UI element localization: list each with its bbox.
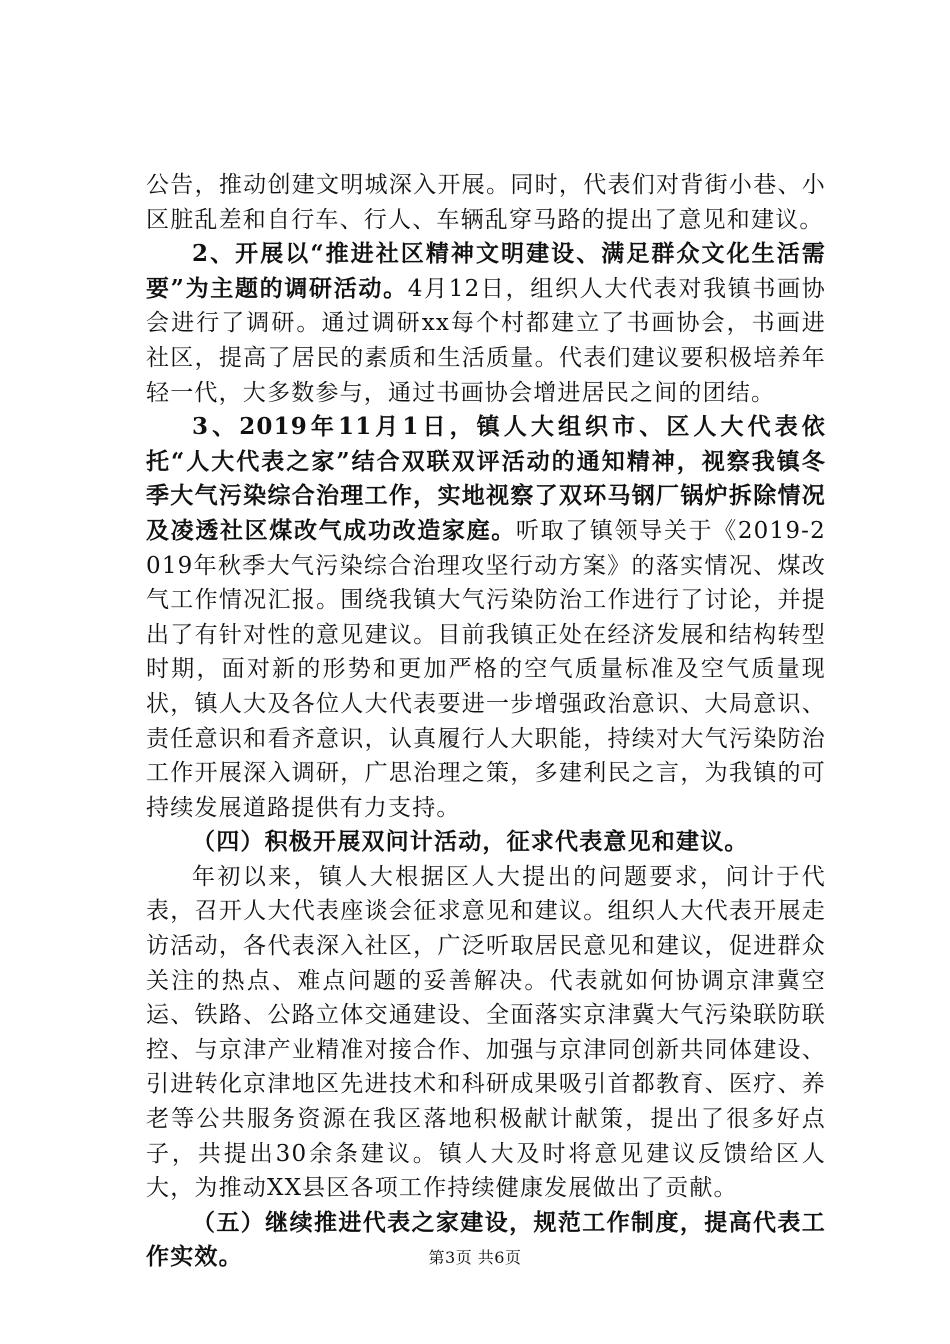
section-heading-4 xyxy=(146,825,826,860)
paragraph-item-2-calligraphy-survey xyxy=(146,237,826,410)
paragraph-text: 公告，推动创建文明城深入开展。同时，代表们对背街小巷、小区脏乱差和自行车、行人、车辆乱穿马路的提出了意见和建议。 xyxy=(146,172,826,233)
paragraph-item-3-air-pollution-inspection xyxy=(146,410,826,825)
section-heading-text: （四）积极开展双问计活动，征求代表意见和建议。 xyxy=(192,828,749,856)
section-heading-text: （五）继续推进代表之家建设，规范工作制度，提高代表工作实效。 xyxy=(146,1208,826,1271)
document-body xyxy=(146,168,826,1275)
paragraph-consultation-activities xyxy=(146,860,826,1206)
paragraph-text: 4月12日，组织人大代表对我镇书画协会进行了调研。通过调研xx每个村都建立了书画协会，书画进社区，提高了居民的素质和生活质量。代表们建议要积极培养年轻一代，大多数参与，通过书画协会增进居民之间的团结。 xyxy=(146,275,827,406)
paragraph-text: 听取了镇领导关于《2019-2019年秋季大气污染综合治理攻坚行动方案》的落实情况、煤改气工作情况汇报。围绕我镇大气污染防治工作进行了讨论，并提出了有针对性的意见建议。目前我镇正处在经济发展和结构转型时期，面对新的形势和更加严格的空气质量标准及空气质量现状，镇人大及各位人大代表要进一步增强政治意识、大局意识、责任意识和看齐意识，认真履行人大职能，持续对大气污染防治工作开展深入调研，广思治理之策，多建利民之言，为我镇的可持续发展道路提供有力支持。 xyxy=(146,517,826,821)
page-footer: 第3页 共6页 xyxy=(428,1248,522,1267)
paragraph-text: 年初以来，镇人大根据区人大提出的问题要求，问计于代表，召开人大代表座谈会征求意见和建议。组织人大代表开展走访活动，各代表深入社区，广泛听取居民意见和建议，促进群众关注的热点、难点问题的妥善解决。代表就如何协调京津冀空运、铁路、公路立体交通建设、全面落实京津冀大气污染联防联控、与京津产业精准对接合作、加强与京津同创新共同体建设、引进转化京津地区先进技术和科研成果吸引首都教育、医疗、养老等公共服务资源在我区落地积极献计献策，提出了很多好点子，共提出30余条建议。镇人大及时将意见建议反馈给区人大，为推动XX县区各项工作持续健康发展做出了贡献。 xyxy=(146,863,826,1202)
paragraph-heading: 2、开展以“推进社区精神文明建设、满足群众文化生活需要”为主题的调研活动。 xyxy=(146,240,826,302)
paragraph-heading: 3、2019年11月1日，镇人大组织市、区人大代表依托“人大代表之家”结合双联双评活动的通知精神，视察我镇冬季大气污染综合治理工作，实地视察了双环马钢厂锅炉拆除情况及凌透社区煤改气成功改造家庭。 xyxy=(146,413,826,544)
paragraph-civilization-notice xyxy=(146,168,826,237)
